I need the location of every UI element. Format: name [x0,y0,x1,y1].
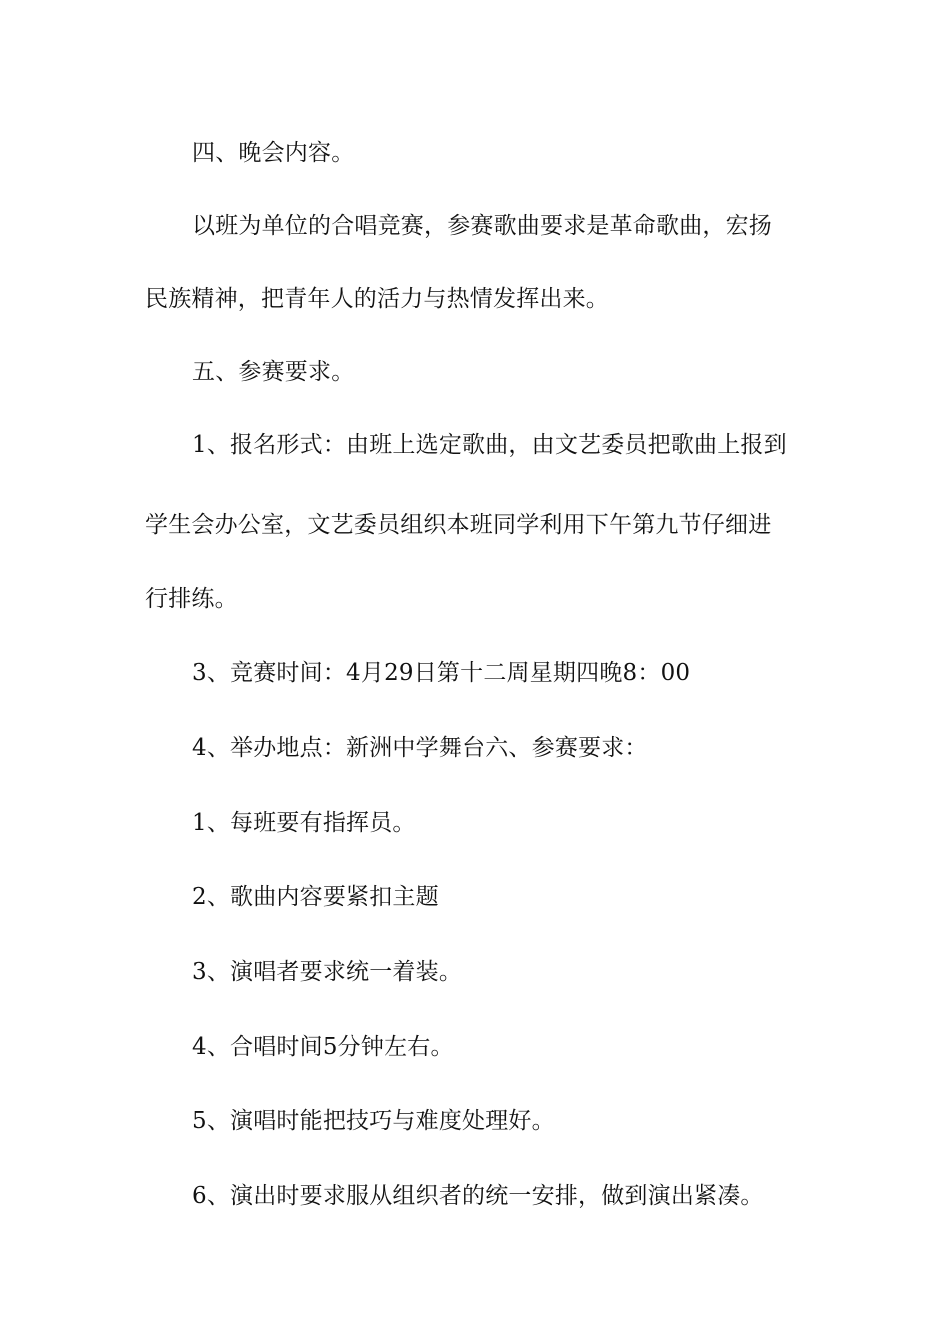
paragraph-line: 3、竞赛时间：4月29日第十二周星期四晚8：00 [192,660,691,686]
list-item: 5、演唱时能把技巧与难度处理好。 [192,1108,555,1134]
list-item: 1、每班要有指挥员。 [192,810,416,836]
paragraph-line: 行排练。 [145,586,238,612]
paragraph-line: 4、举办地点：新洲中学舞台六、参赛要求： [192,735,648,761]
list-item: 4、合唱时间5分钟左右。 [192,1034,454,1060]
paragraph-line: 学生会办公室，文艺委员组织本班同学利用下午第九节仔细进 [145,512,772,538]
paragraph-line: 民族精神，把青年人的活力与热情发挥出来。 [145,286,609,312]
section-heading-5: 五、参赛要求。 [192,359,355,385]
list-item: 3、演唱者要求统一着装。 [192,959,463,985]
list-item: 6、演出时要求服从组织者的统一安排，做到演出紧凑。 [192,1183,764,1209]
list-item: 2、歌曲内容要紧扣主题 [192,884,439,910]
paragraph-line: 以班为单位的合唱竞赛，参赛歌曲要求是革命歌曲，宏扬 [192,213,772,239]
section-heading-4: 四、晚会内容。 [192,140,355,166]
paragraph-line: 1、报名形式：由班上选定歌曲，由文艺委员把歌曲上报到 [192,432,787,458]
